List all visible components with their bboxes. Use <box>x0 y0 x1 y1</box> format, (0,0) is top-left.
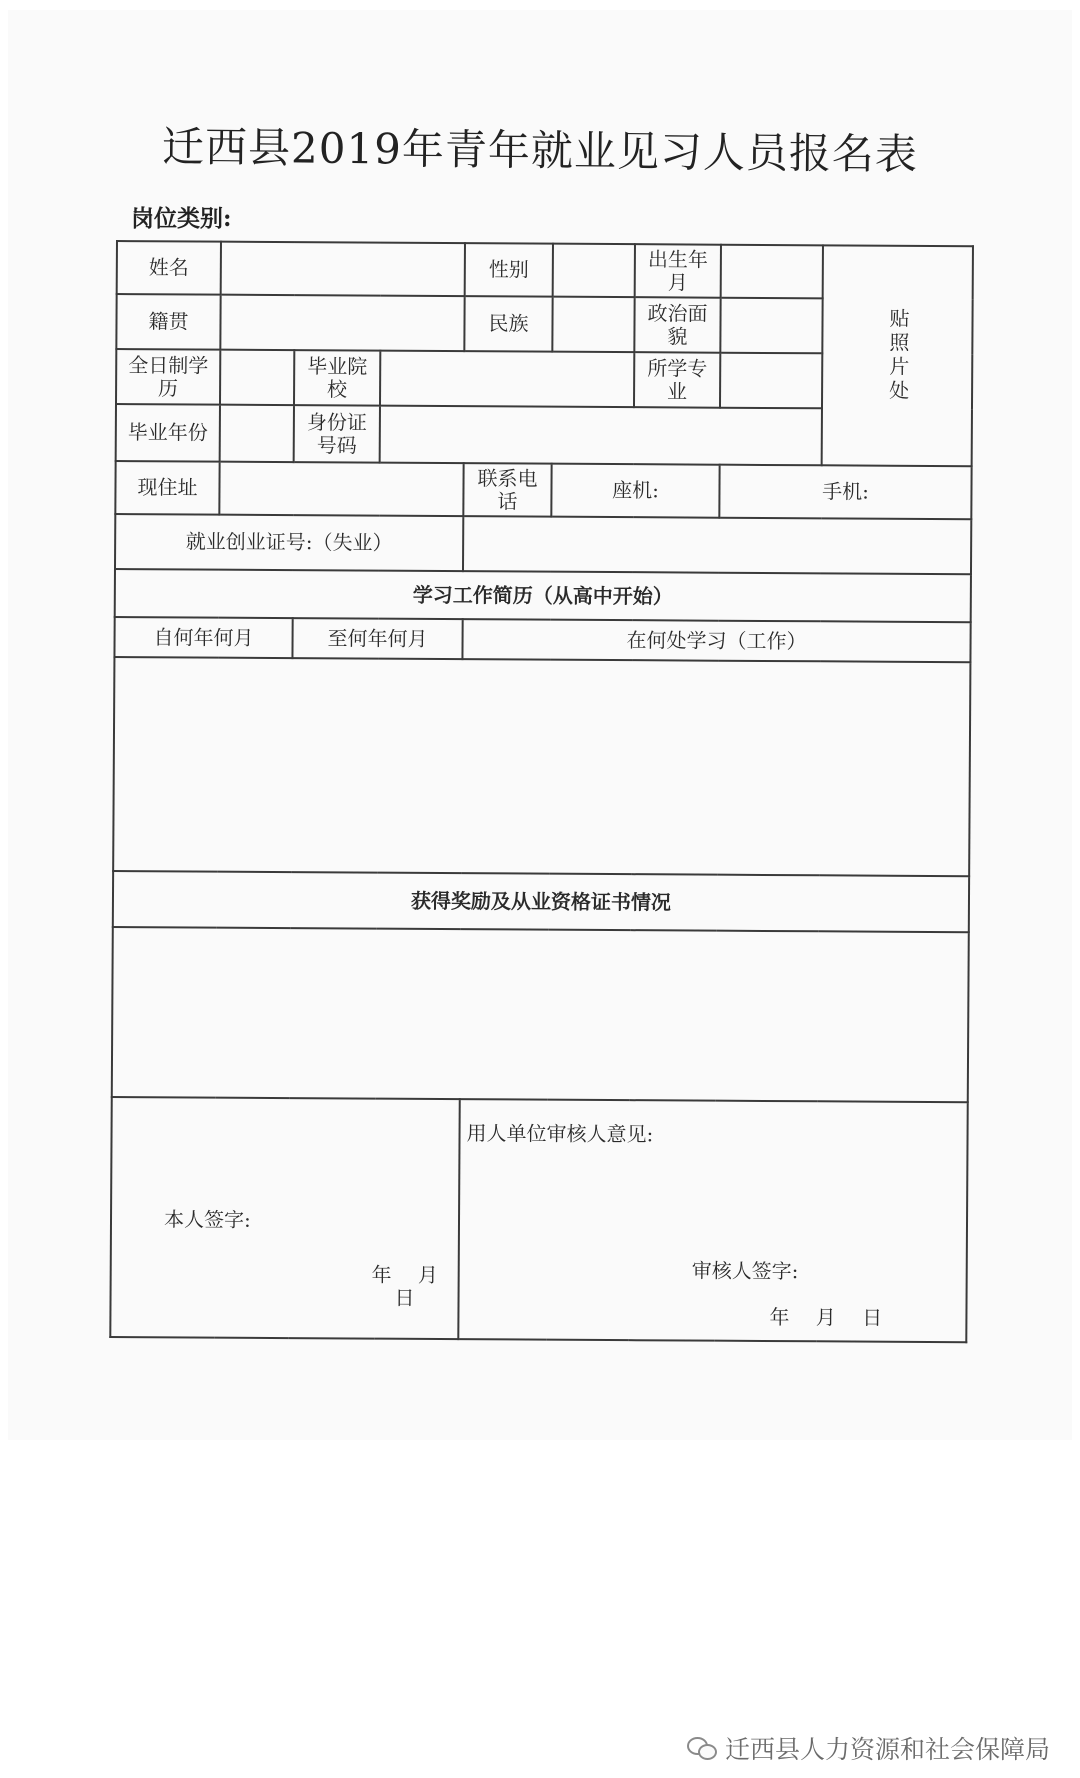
mobile-field[interactable]: 手机: <box>719 465 971 520</box>
registration-form-table <box>109 240 974 1343</box>
row-awards-body <box>112 927 969 1102</box>
awards-field[interactable] <box>112 927 969 1102</box>
name-field[interactable] <box>221 242 465 296</box>
self-signature-label: 本人签字: <box>163 1207 251 1232</box>
major-field[interactable] <box>720 353 822 409</box>
awards-section-header: 获得奖励及从业资格证书情况 <box>113 871 969 932</box>
row-resume-columns <box>114 617 970 662</box>
resume-from-header: 自何年何月 <box>114 617 292 658</box>
id-number-label <box>294 405 380 463</box>
birth-field[interactable] <box>721 245 823 299</box>
native-place-field[interactable] <box>220 295 464 351</box>
id-number-label-line1: 身份证 <box>306 409 367 435</box>
grad-year-label: 毕业年份 <box>116 404 220 462</box>
gender-field[interactable] <box>553 244 635 297</box>
ethnicity-field[interactable] <box>552 297 634 352</box>
reviewer-signature-label: 审核人签字: <box>691 1258 799 1284</box>
row-address <box>115 461 971 519</box>
resume-section-header: 学习工作简历（从高中开始） <box>115 569 971 622</box>
row-employment-cert <box>115 514 971 574</box>
post-type-label: 岗位类别: <box>131 205 232 232</box>
self-signature-cell[interactable] <box>110 1097 465 1339</box>
name-label: 姓名 <box>117 241 221 295</box>
political-status-label: 政治面貌 <box>634 297 720 353</box>
row-name <box>117 241 973 299</box>
school-label: 毕业院校 <box>294 350 380 406</box>
employment-cert-field[interactable] <box>463 516 971 574</box>
id-number-label-line2: 号码 <box>316 432 357 457</box>
watermark-text: 迁西县人力资源和社会保障局 <box>724 1735 1050 1764</box>
employment-cert-label: 就业创业证号:（失业） <box>115 514 463 571</box>
reviewer-signature-date: 年 月 日 <box>769 1305 883 1330</box>
resume-to-header: 至何年何月 <box>292 618 462 659</box>
address-label: 现住址 <box>115 461 219 515</box>
native-place-label: 籍贯 <box>116 294 220 350</box>
wechat-icon <box>687 1735 717 1761</box>
employer-opinion-label: 用人单位审核人意见: <box>466 1121 654 1147</box>
school-field[interactable] <box>380 351 634 408</box>
birth-label: 出生年月 <box>635 244 721 298</box>
ethnicity-label: 民族 <box>464 296 552 352</box>
resume-place-header: 在何处学习（工作） <box>462 619 970 662</box>
row-awards-header <box>113 871 969 932</box>
row-resume-header <box>115 569 971 622</box>
id-number-field[interactable] <box>380 406 822 466</box>
account-watermark <box>687 1734 1050 1762</box>
employer-opinion-cell[interactable] <box>458 1099 967 1342</box>
address-field[interactable] <box>219 462 463 516</box>
landline-field[interactable]: 座机: <box>551 464 719 518</box>
phone-label: 联系电话 <box>463 463 551 517</box>
row-resume-body <box>113 657 970 876</box>
photo-placeholder[interactable]: 贴照片处 <box>822 245 973 466</box>
education-label: 全日制学历 <box>116 349 220 405</box>
education-field[interactable] <box>220 350 294 405</box>
political-status-field[interactable] <box>720 298 822 354</box>
form-title: 迁西县2019年青年就业见习人员报名表 <box>161 122 919 179</box>
self-signature-date: 年 月 日 <box>371 1262 465 1310</box>
grad-year-field[interactable] <box>220 405 294 462</box>
major-label: 所学专业 <box>634 352 720 408</box>
gender-label: 性别 <box>465 243 553 297</box>
resume-entries-field[interactable] <box>113 657 970 876</box>
row-signatures <box>110 1097 967 1342</box>
